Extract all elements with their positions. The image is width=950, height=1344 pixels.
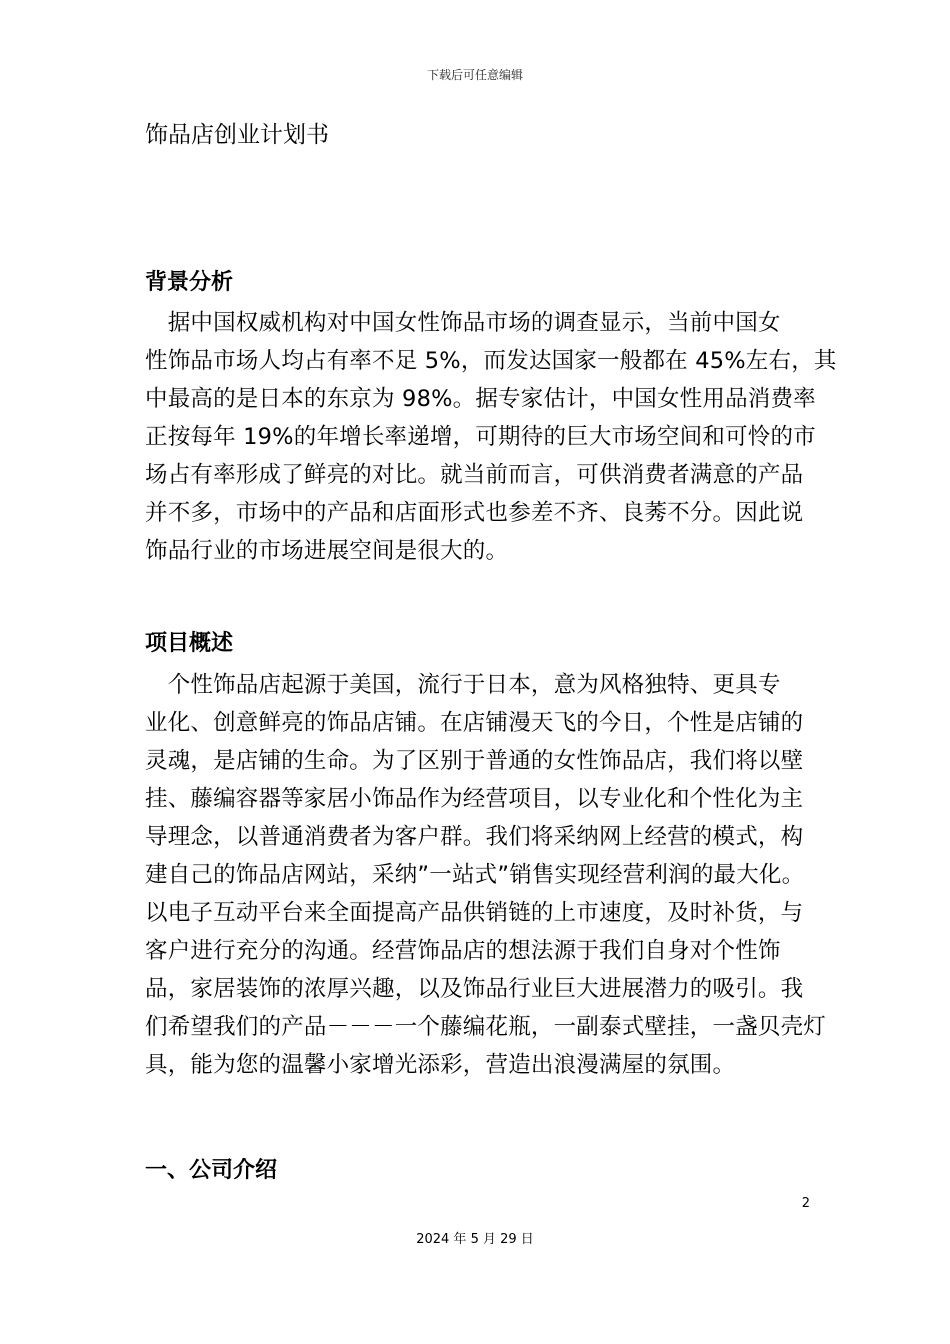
document-title: 饰品店创业计划书 — [145, 122, 329, 148]
text-line: 并不多，市场中的产品和店面形式也参差不齐、良莠不分。因此说 — [145, 500, 804, 526]
text-line: 挂、藤编容器等家居小饰品作为经营项目，以专业化和个性化为主 — [145, 786, 804, 812]
text-line: 灵魂，是店铺的生命。为了区别于普通的女性饰品店，我们将以壁 — [145, 748, 804, 774]
text-line: 场占有率形成了鲜亮的对比。就当前而言，可供消费者满意的产品 — [145, 462, 804, 488]
section-heading-background: 背景分析 — [145, 270, 234, 295]
section-heading-company: 一、公司介绍 — [145, 1158, 278, 1183]
text-line: 饰品行业的市场进展空间是很大的。 — [145, 538, 509, 564]
text-line: 业化、创意鲜亮的饰品店铺。在店铺漫天飞的今日，个性是店铺的 — [145, 710, 804, 736]
paragraph-overview — [145, 666, 825, 1084]
text-line: 具，能为您的温馨小家增光添彩，营造出浪漫满屋的氛围。 — [145, 1052, 736, 1078]
text-line: 以电子互动平台来全面提高产品供销链的上市速度，及时补货，与 — [145, 900, 804, 926]
text-line: 中最高的是日本的东京为 98%。据专家估计，中国女性用品消费率 — [145, 386, 816, 412]
text-line: 导理念，以普通消费者为客户群。我们将采纳网上经营的模式，构 — [145, 824, 804, 850]
text-line: 性饰品市场人均占有率不足 5%，而发达国家一般都在 45%左右，其 — [145, 348, 837, 374]
text-line: 正按每年 19%的年增长率递增，可期待的巨大市场空间和可怜的市 — [145, 424, 816, 450]
text-line: 个性饰品店起源于美国，流行于日本，意为风格独特、更具专 — [145, 672, 781, 698]
text-line: 们希望我们的产品－－－一个藤编花瓶，一副泰式壁挂，一盏贝壳灯 — [145, 1014, 827, 1040]
text-line: 客户进行充分的沟通。经营饰品店的想法源于我们自身对个性饰 — [145, 938, 781, 964]
footer-date: 2024 年 5 月 29 日 — [416, 1232, 534, 1247]
page-number: 2 — [801, 1196, 810, 1211]
text-line: 据中国权威机构对中国女性饰品市场的调查显示，当前中国女 — [145, 310, 781, 336]
text-line: 品，家居装饰的浓厚兴趣，以及饰品行业巨大进展潜力的吸引。我 — [145, 976, 804, 1002]
paragraph-background — [145, 304, 837, 570]
header-note: 下载后可任意编辑 — [426, 68, 523, 82]
section-heading-overview: 项目概述 — [145, 631, 234, 656]
text-line: 建自己的饰品店网站，采纳”一站式”销售实现经营利润的最大化。 — [145, 862, 805, 888]
